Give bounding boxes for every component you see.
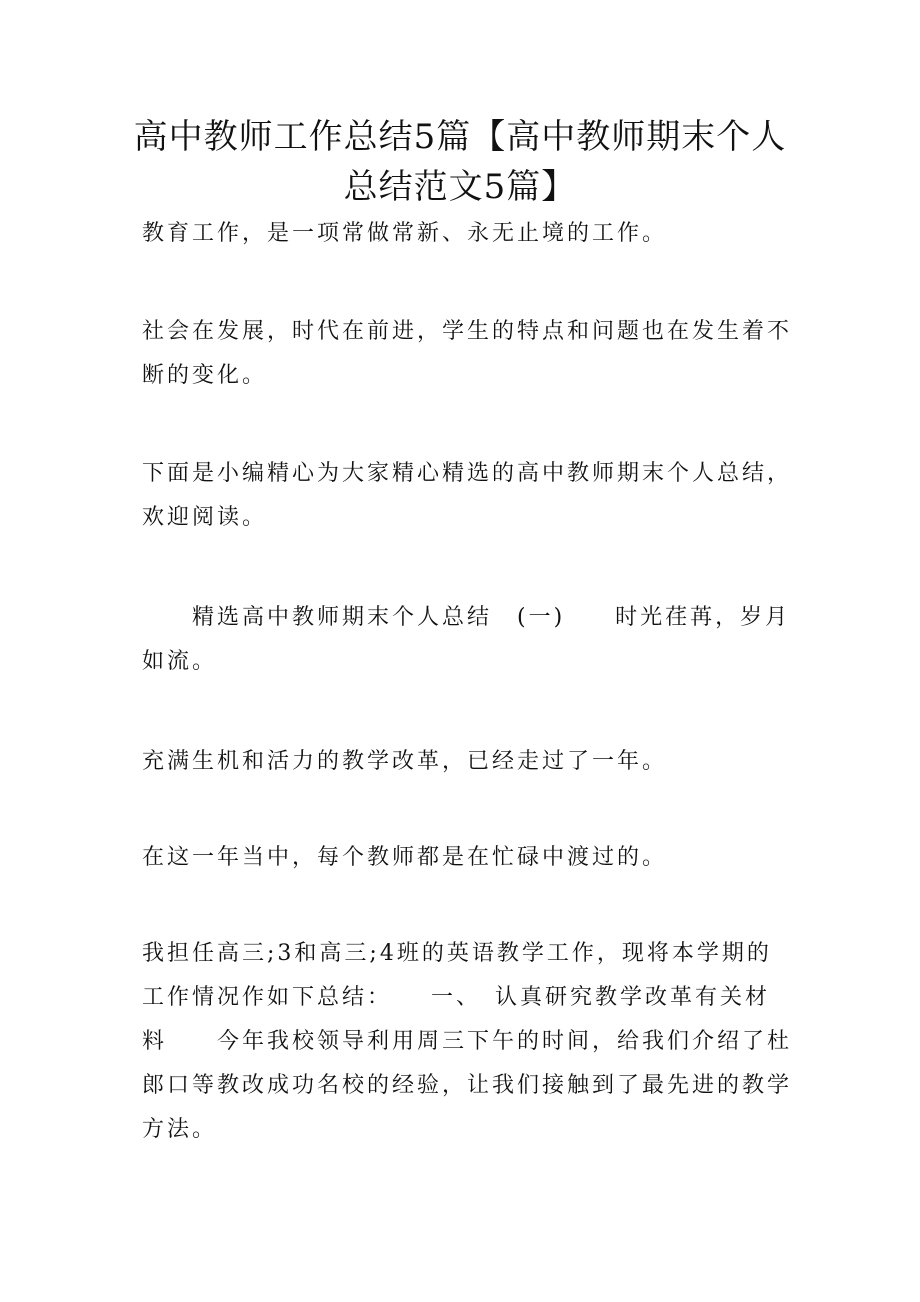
paragraph-teaching-work: 我担任高三;3和高三;4班的英语教学工作，现将本学期的工作情况作如下总结： 一、 认真研究教学改革有关材料 今年我校领导利用周三下午的时间，给我们介绍了杜郎口等教改成功名校的经验，让我们接触到了最先进的教学方法。 — [142, 941, 793, 1142]
paragraph-section-one-start: 精选高中教师期末个人总结 (一) 时光荏苒，岁月如流。 — [142, 605, 791, 674]
paragraph-busy-year: 在这一年当中，每个教师都是在忙碌中渡过的。 — [142, 845, 668, 870]
paragraph-society: 社会在发展，时代在前进，学生的特点和问题也在发生着不断的变化。 — [142, 319, 793, 388]
paragraph-reform: 充满生机和活力的教学改革，已经走过了一年。 — [142, 749, 668, 774]
paragraph-editor-note: 下面是小编精心为大家精心精选的高中教师期末个人总结，欢迎阅读。 — [142, 461, 793, 530]
paragraph-intro: 教育工作，是一项常做常新、永无止境的工作。 — [142, 221, 668, 246]
document-title: 高中教师工作总结5篇【高中教师期末个人总结范文5篇】 — [133, 117, 787, 207]
